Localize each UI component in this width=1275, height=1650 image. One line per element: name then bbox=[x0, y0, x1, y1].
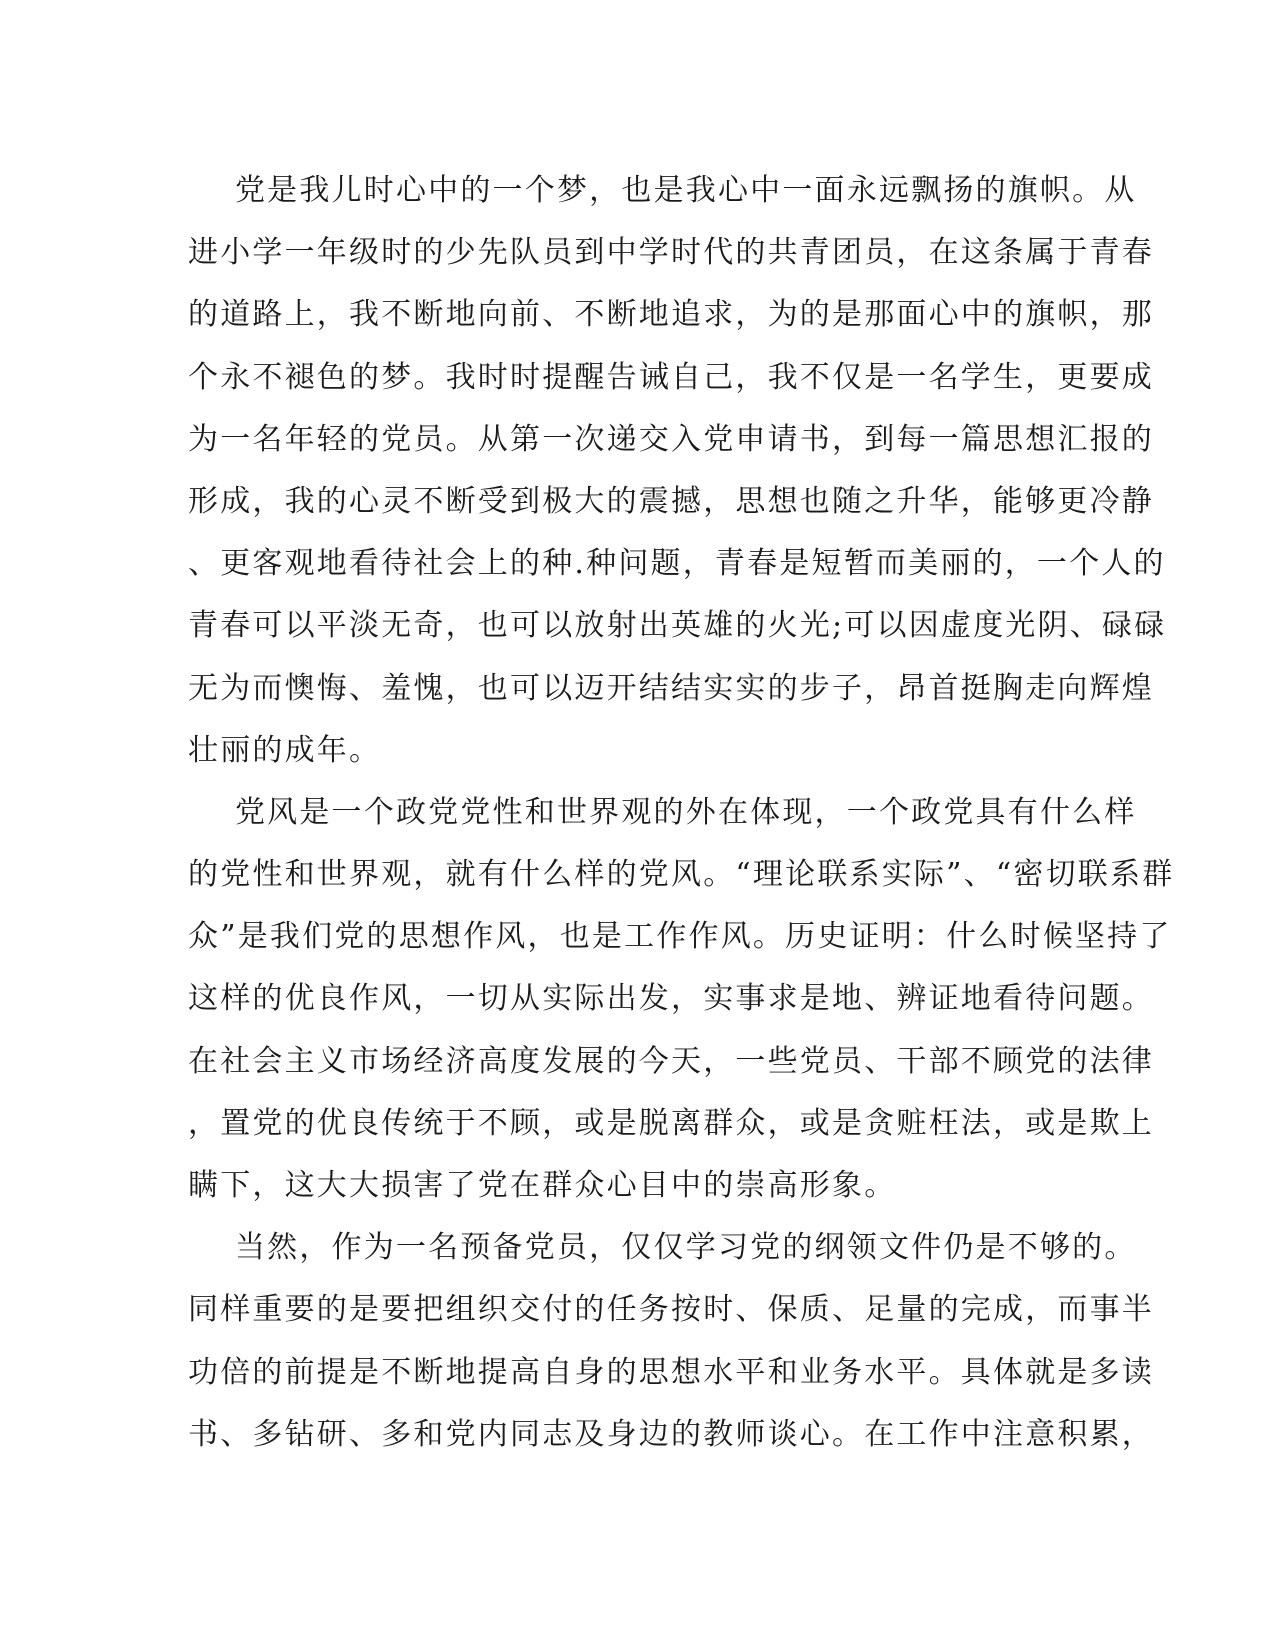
paragraph-3 bbox=[188, 1217, 1154, 1466]
text-line: 当然，作为一名预备党员，仅仅学习党的纲领文件仍是不够的。 bbox=[188, 1230, 1137, 1266]
text-line: 同样重要的是要把组织交付的任务按时、保质、足量的完成，而事半 bbox=[188, 1292, 1154, 1328]
text-line: 壮丽的成年。 bbox=[188, 732, 382, 768]
text-line: 为一名年轻的党员。从第一次递交入党申请书，到每一篇思想汇报的 bbox=[188, 421, 1154, 457]
text-line: 、更客观地看待社会上的种.种问题，青春是短暂而美丽的，一个人的 bbox=[188, 546, 1166, 582]
paragraph-1 bbox=[188, 160, 1167, 782]
text-line: 个永不褪色的梦。我时时提醒告诫自己，我不仅是一名学生，更要成 bbox=[188, 359, 1154, 395]
text-line: 书、多钻研、多和党内同志及身边的教师谈心。在工作中注意积累， bbox=[188, 1416, 1154, 1452]
text-line: 进小学一年级时的少先队员到中学时代的共青团员，在这条属于青春 bbox=[188, 235, 1154, 271]
text-line: 青春可以平淡无奇，也可以放射出英雄的火光;可以因虚度光阴、碌碌 bbox=[188, 608, 1167, 644]
paragraph-2 bbox=[188, 782, 1175, 1217]
text-line: 瞒下，这大大损害了党在群众心目中的崇高形象。 bbox=[188, 1168, 897, 1203]
text-line: 众”是我们党的思想作风，也是工作作风。历史证明：什么时候坚持了 bbox=[188, 919, 1172, 955]
text-line: 形成，我的心灵不断受到极大的震撼，思想也随之升华，能够更冷静 bbox=[188, 483, 1154, 519]
text-line: 党风是一个政党党性和世界观的外在体现，一个政党具有什么样 bbox=[188, 794, 1137, 830]
text-line: 在社会主义市场经济高度发展的今天，一些党员、干部不顾党的法律 bbox=[188, 1043, 1154, 1079]
text-line: 无为而懊悔、羞愧，也可以迈开结结实实的步子，昂首挺胸走向辉煌 bbox=[188, 670, 1154, 706]
text-line: 功倍的前提是不断地提高自身的思想水平和业务水平。具体就是多读 bbox=[188, 1354, 1154, 1390]
document-body bbox=[188, 160, 1175, 1466]
text-line: 党是我儿时心中的一个梦，也是我心中一面永远飘扬的旗帜。从 bbox=[188, 173, 1137, 208]
text-line: 的道路上，我不断地向前、不断地追求，为的是那面心中的旗帜，那 bbox=[188, 297, 1154, 333]
text-line: 这样的优良作风，一切从实际出发，实事求是地、辨证地看待问题。 bbox=[188, 981, 1154, 1017]
text-line: ，置党的优良传统于不顾，或是脱离群众，或是贪赃枉法，或是欺上 bbox=[188, 1105, 1154, 1141]
text-line: 的党性和世界观，就有什么样的党风。“理论联系实际”、“密切联系群 bbox=[188, 857, 1175, 893]
